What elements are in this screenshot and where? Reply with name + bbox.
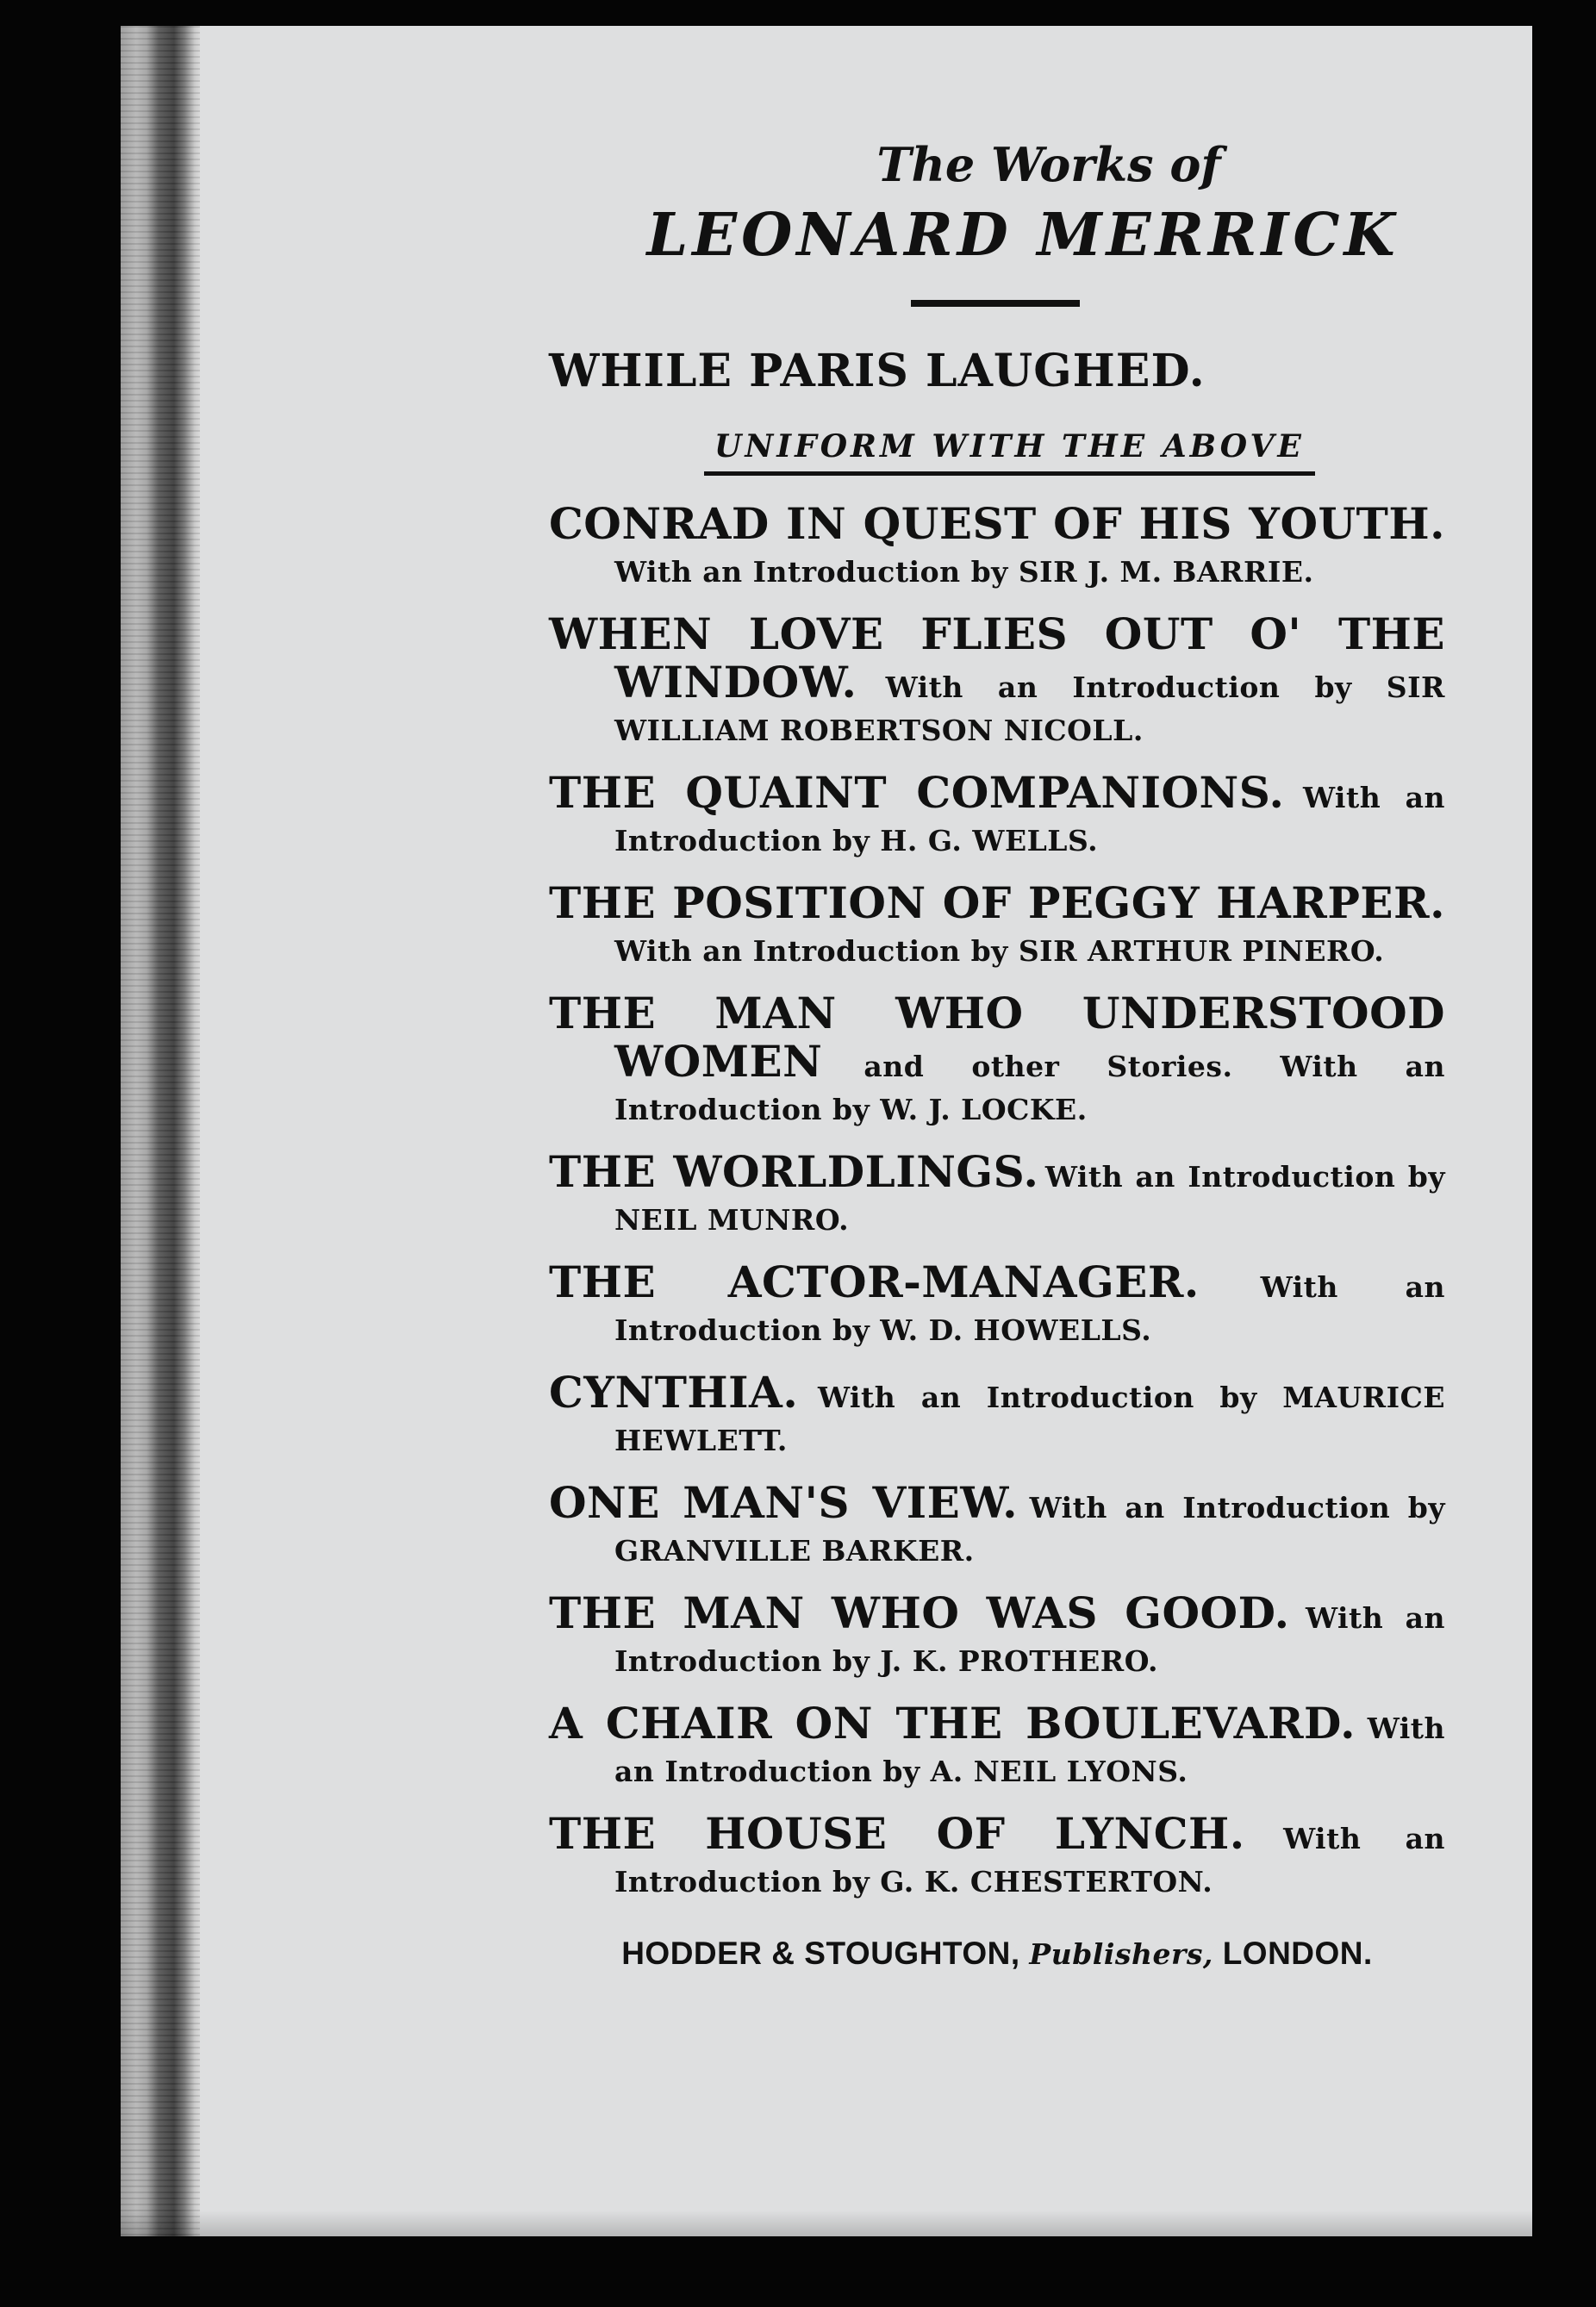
book-title: THE MAN WHO UNDERSTOOD WOMEN xyxy=(549,988,1445,1088)
book-title: CYNTHIA. xyxy=(549,1367,799,1418)
publisher-name: HODDER & STOUGHTON, xyxy=(621,1936,1020,1972)
book-title: THE POSITION OF PEGGY HARPER. xyxy=(549,877,1445,929)
publisher-city: LONDON. xyxy=(1222,1936,1373,1972)
book-title: THE HOUSE OF LYNCH. xyxy=(549,1808,1245,1860)
book-entry xyxy=(549,1256,1445,1355)
book-entry xyxy=(549,877,1445,976)
page-bottom-shadow xyxy=(121,2210,1532,2236)
book-entry xyxy=(549,498,1445,596)
book-entry xyxy=(549,1146,1445,1244)
book-intro: With an Introduction by A. NEIL LYONS. xyxy=(614,1712,1445,1789)
page-content xyxy=(549,138,1445,1972)
book-intro: With an Introduction by MAURICE HEWLETT. xyxy=(614,1381,1445,1458)
book-entry xyxy=(549,1698,1445,1796)
book-intro: With an Introduction by H. G. WELLS. xyxy=(614,781,1445,858)
book-entry xyxy=(549,1587,1445,1686)
book-intro: With an Introduction by G. K. CHESTERTON. xyxy=(614,1822,1446,1899)
book-title: THE WORLDLINGS. xyxy=(549,1146,1039,1198)
book-page xyxy=(121,26,1532,2236)
heading-rule xyxy=(911,300,1080,307)
featured-title: WHILE PARIS LAUGHED. xyxy=(549,345,1206,398)
publisher-line xyxy=(549,1936,1445,1972)
book-title: CONRAD IN QUEST OF HIS YOUTH. xyxy=(549,498,1445,550)
book-entry xyxy=(549,1477,1445,1575)
book-title: WHEN LOVE FLIES OUT O' THE WINDOW. xyxy=(549,608,1445,708)
book-spine-edge xyxy=(121,26,200,2236)
book-title: THE MAN WHO WAS GOOD. xyxy=(549,1587,1290,1639)
book-intro: With an Introduction by SIR WILLIAM ROBERTSON NICOLL. xyxy=(614,670,1445,748)
book-entry xyxy=(549,1367,1445,1465)
author-heading: LEONARD MERRICK xyxy=(646,201,1400,271)
book-intro: With an Introduction by NEIL MUNRO. xyxy=(614,1160,1445,1238)
book-intro: and other Stories. With an Introduction by W. J. LOCKE. xyxy=(614,1050,1445,1127)
publisher-role: Publishers, xyxy=(1029,1937,1213,1972)
book-intro: With an Introduction by SIR ARTHUR PINERO. xyxy=(614,934,1385,969)
book-entry xyxy=(549,1808,1446,1906)
works-of-heading: The Works of xyxy=(876,137,1221,192)
book-intro: With an Introduction by GRANVILLE BARKER. xyxy=(614,1491,1445,1568)
book-title: THE ACTOR-MANAGER. xyxy=(549,1256,1200,1308)
book-title: A CHAIR ON THE BOULEVARD. xyxy=(549,1698,1356,1749)
book-intro: With an Introduction by SIR J. M. BARRIE. xyxy=(614,555,1314,589)
book-entry xyxy=(549,988,1445,1134)
book-intro: With an Introduction by W. D. HOWELLS. xyxy=(614,1270,1445,1348)
book-title: ONE MAN'S VIEW. xyxy=(549,1477,1019,1529)
book-entry xyxy=(549,767,1445,865)
book-list xyxy=(549,498,1446,1906)
book-title: THE QUAINT COMPANIONS. xyxy=(549,767,1285,819)
book-entry xyxy=(549,608,1445,755)
book-intro: With an Introduction by J. K. PROTHERO. xyxy=(614,1601,1445,1679)
uniform-label: UNIFORM WITH THE ABOVE xyxy=(704,430,1315,476)
